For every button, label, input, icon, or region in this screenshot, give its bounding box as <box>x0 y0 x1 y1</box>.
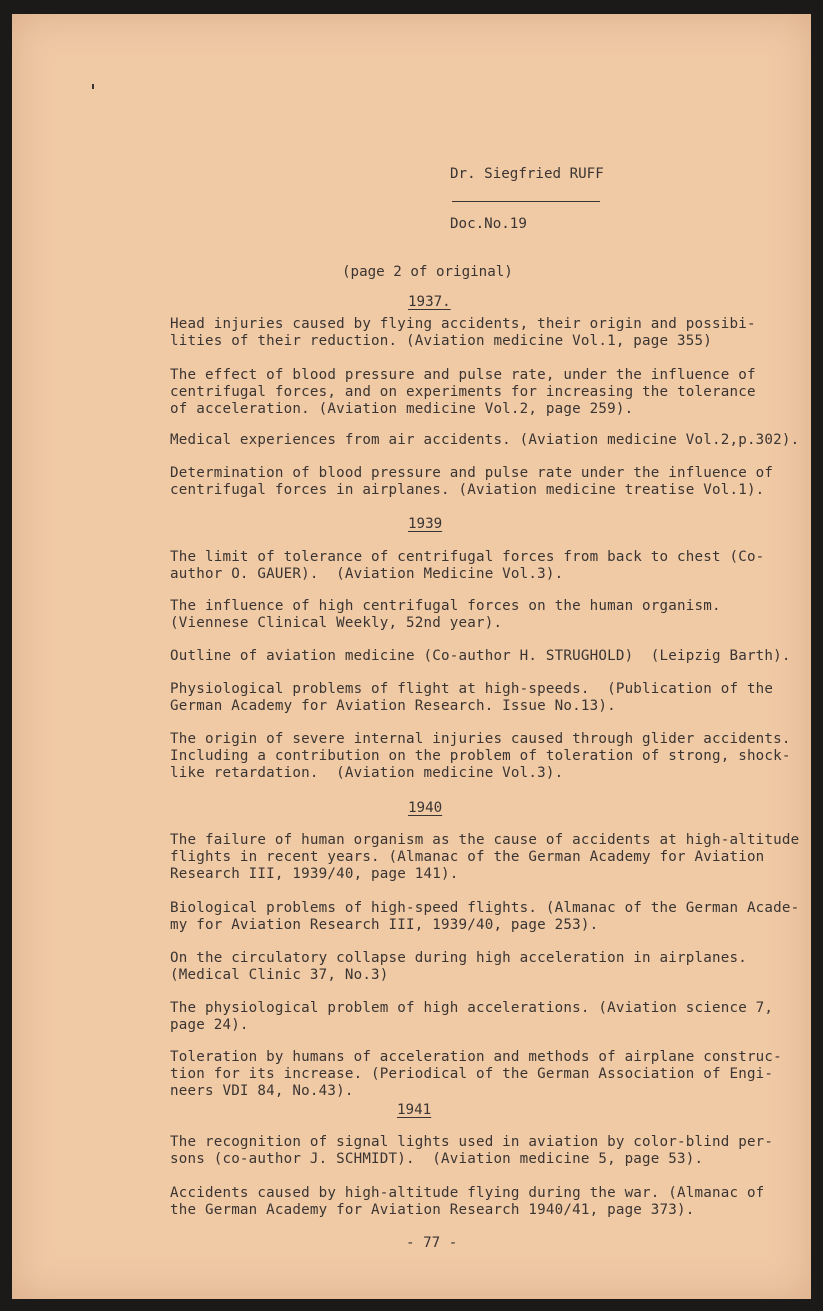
year-heading: 1941 <box>397 1102 432 1118</box>
entry-line: Toleration by humans of acceleration and methods of airplane construc- <box>170 1049 782 1065</box>
entry-line: The influence of high centrifugal forces on the human organism. <box>170 598 721 614</box>
entry-line: of acceleration. (Aviation medicine Vol.2, page 259). <box>170 401 634 417</box>
page-number: - 77 - <box>406 1235 458 1251</box>
entry-line: neers VDI 84, No.43). <box>170 1083 354 1099</box>
entry-line: Accidents caused by high-altitude flying during the war. (Almanac of <box>170 1185 765 1201</box>
entry-line: Head injuries caused by flying accidents, their origin and possibi- <box>170 316 756 332</box>
entry-line: sons (co-author J. SCHMIDT). (Aviation medicine 5, page 53). <box>170 1151 704 1167</box>
entry-line: The failure of human organism as the cause of accidents at high-altitude <box>170 832 800 848</box>
entry-line: (Viennese Clinical Weekly, 52nd year). <box>170 615 503 631</box>
ink-mark <box>92 84 94 89</box>
entry-line: German Academy for Aviation Research. Issue No.13). <box>170 698 616 714</box>
entry-line: Medical experiences from air accidents. (Aviation medicine Vol.2,p.302). <box>170 432 800 448</box>
entry-line: like retardation. (Aviation medicine Vol.3). <box>170 765 564 781</box>
author-name: Dr. Siegfried RUFF <box>450 166 604 182</box>
entry-line: page 24). <box>170 1017 249 1033</box>
document-page <box>12 14 811 1299</box>
year-heading: 1937. <box>408 294 451 310</box>
entry-line: flights in recent years. (Almanac of the German Academy for Aviation <box>170 849 765 865</box>
year-heading: 1939 <box>408 516 443 532</box>
page-note: (page 2 of original) <box>342 264 513 280</box>
entry-line: Research III, 1939/40, page 141). <box>170 866 459 882</box>
entry-line: centrifugal forces in airplanes. (Aviation medicine treatise Vol.1). <box>170 482 765 498</box>
year-heading: 1940 <box>408 800 443 816</box>
entry-line: Determination of blood pressure and pulse rate under the influence of <box>170 465 774 481</box>
entry-line: Biological problems of high-speed flights. (Almanac of the German Acade- <box>170 900 800 916</box>
author-underline <box>452 201 600 202</box>
entry-line: Including a contribution on the problem of toleration of strong, shock- <box>170 748 791 764</box>
entry-line: The limit of tolerance of centrifugal forces from back to chest (Co- <box>170 549 765 565</box>
document-number: Doc.No.19 <box>450 216 527 232</box>
entry-line: The origin of severe internal injuries caused through glider accidents. <box>170 731 791 747</box>
entry-line: The physiological problem of high accelerations. (Aviation science 7, <box>170 1000 774 1016</box>
entry-line: The recognition of signal lights used in aviation by color-blind per- <box>170 1134 774 1150</box>
entry-line: On the circulatory collapse during high acceleration in airplanes. <box>170 950 747 966</box>
entry-line: Physiological problems of flight at high-speeds. (Publication of the <box>170 681 774 697</box>
entry-line: tion for its increase. (Periodical of the German Association of Engi- <box>170 1066 774 1082</box>
entry-line: Outline of aviation medicine (Co-author H. STRUGHOLD) (Leipzig Barth). <box>170 648 791 664</box>
entry-line: lities of their reduction. (Aviation medicine Vol.1, page 355) <box>170 333 712 349</box>
entry-line: (Medical Clinic 37, No.3) <box>170 967 389 983</box>
entry-line: the German Academy for Aviation Research 1940/41, page 373). <box>170 1202 695 1218</box>
entry-line: The effect of blood pressure and pulse rate, under the influence of <box>170 367 756 383</box>
entry-line: centrifugal forces, and on experiments for increasing the tolerance <box>170 384 756 400</box>
entry-line: my for Aviation Research III, 1939/40, page 253). <box>170 917 599 933</box>
entry-line: author O. GAUER). (Aviation Medicine Vol.3). <box>170 566 564 582</box>
